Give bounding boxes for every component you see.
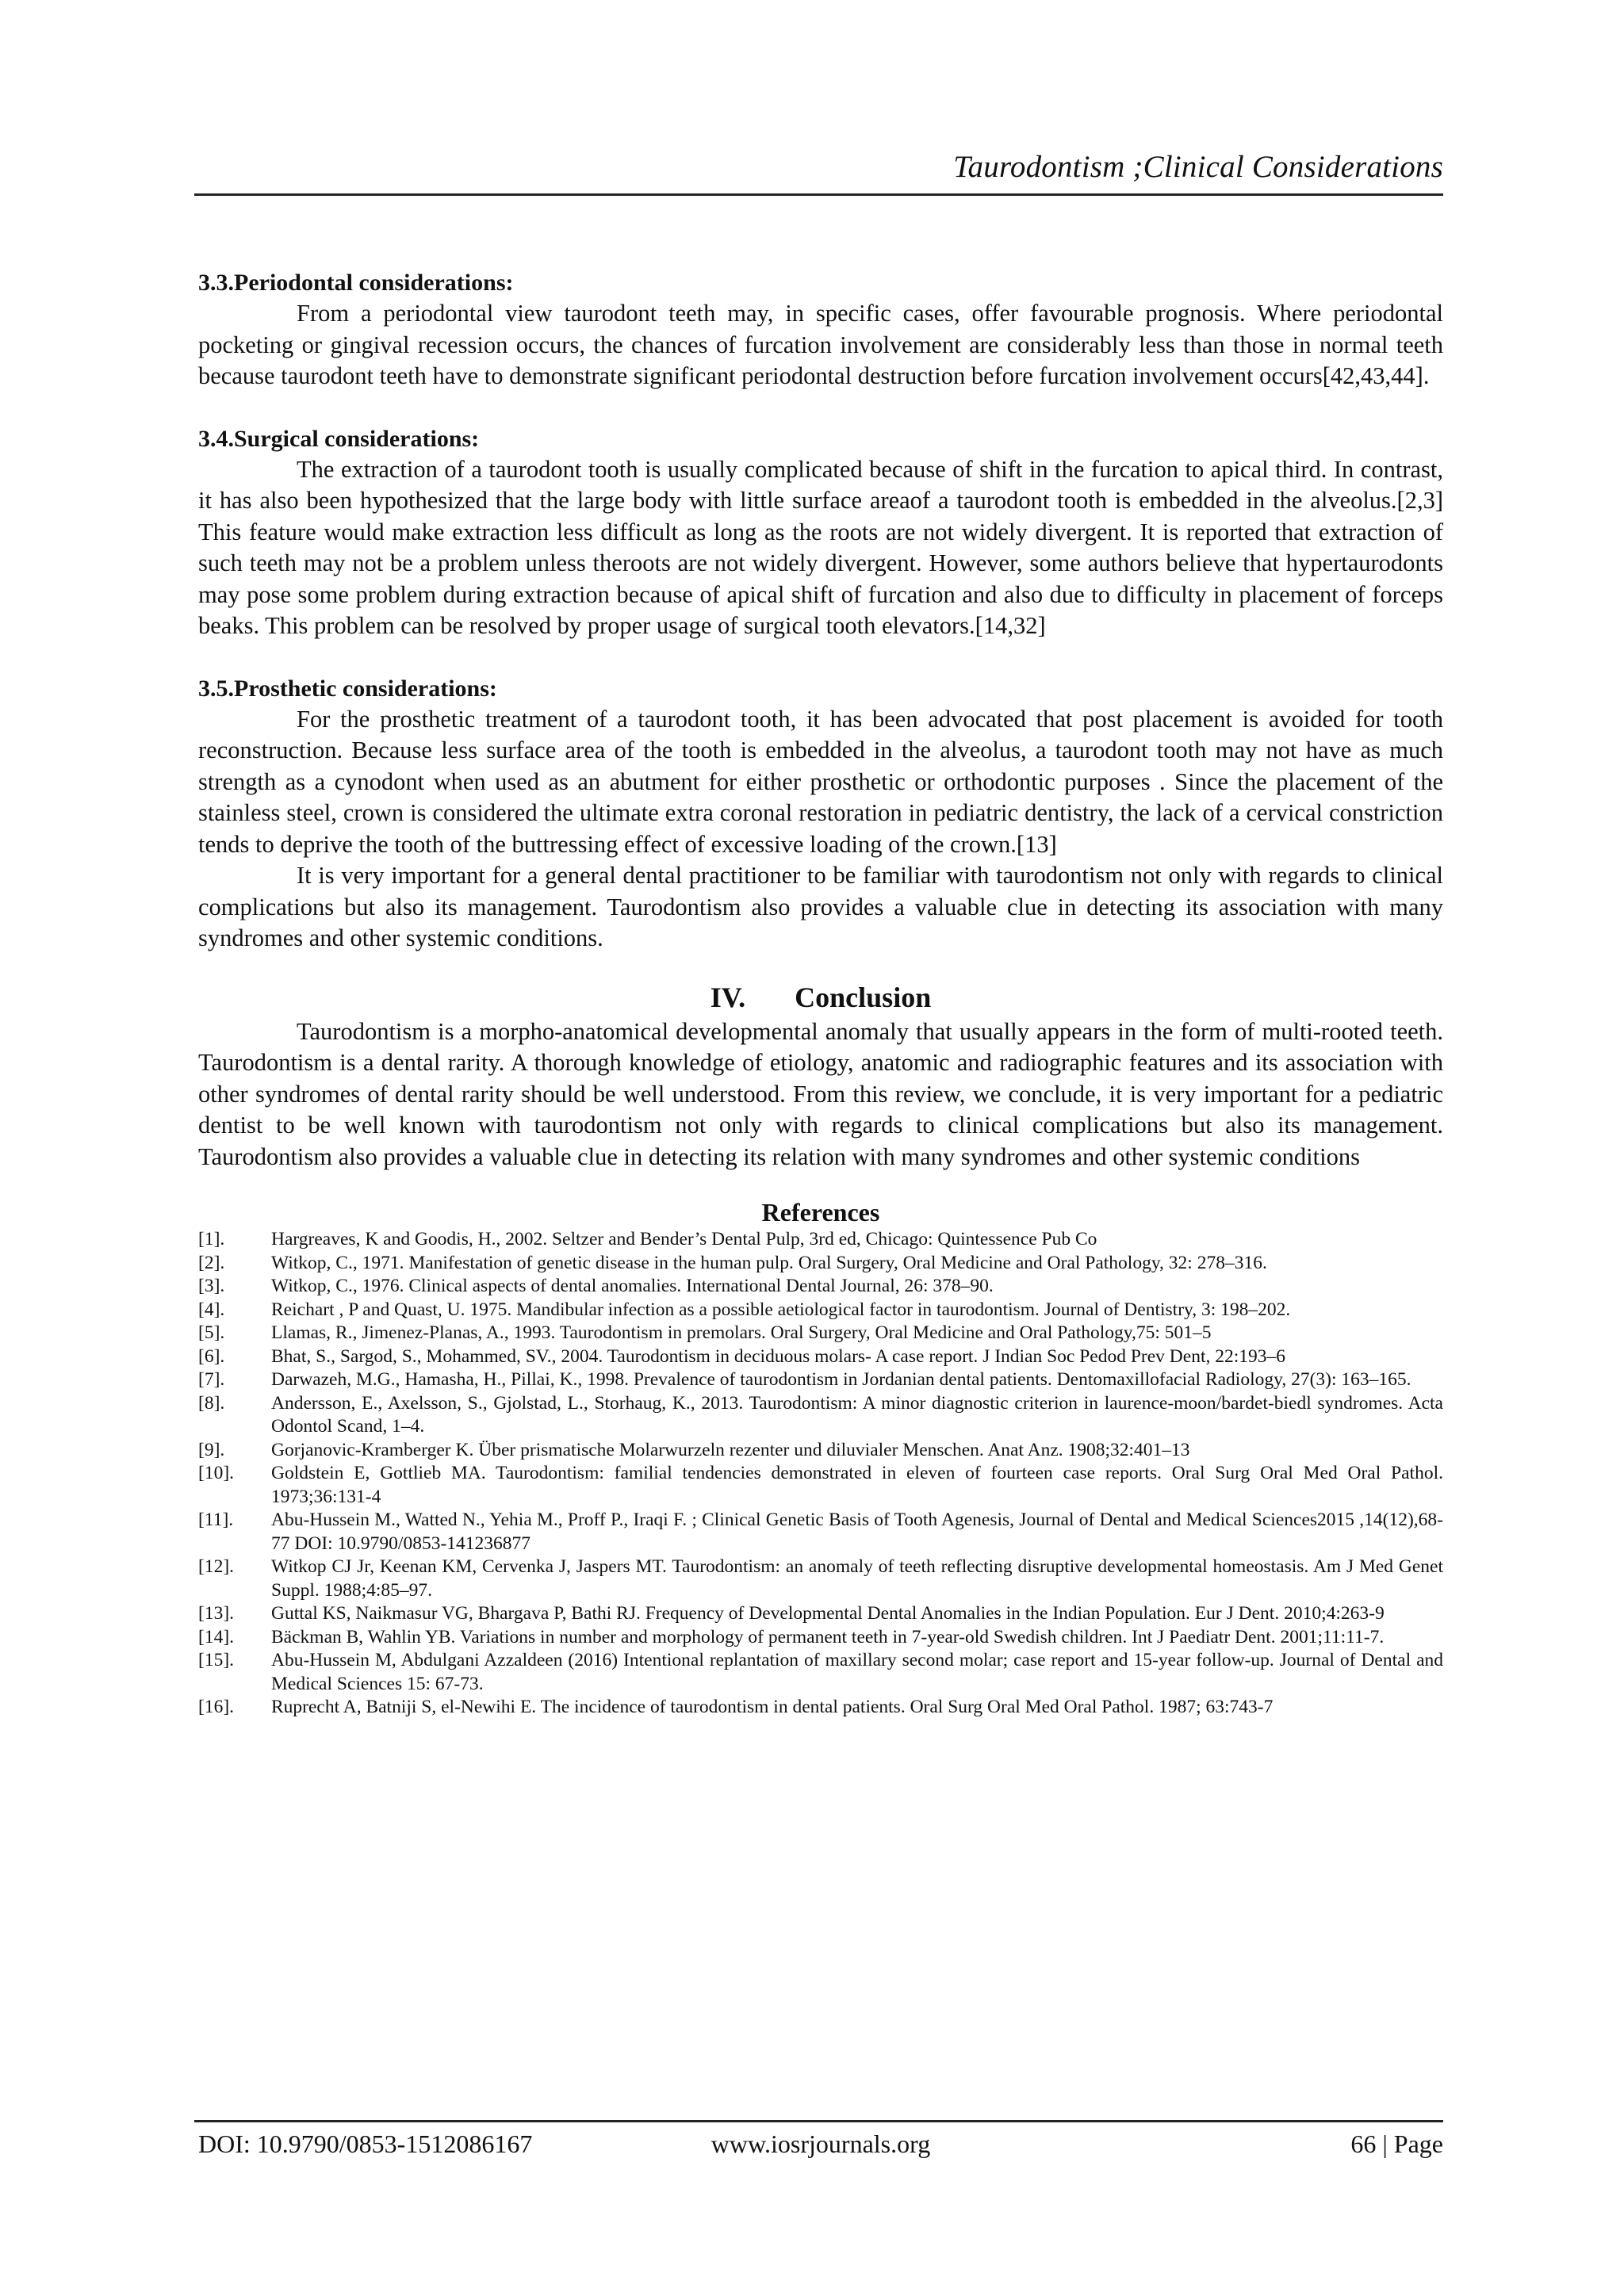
reference-text: Hargreaves, K and Goodis, H., 2002. Seltzer and Bender’s Dental Pulp, 3rd ed, Chicago: Quintessence Pub Co bbox=[271, 1229, 1097, 1249]
reference-text: Bhat, S., Sargod, S., Mohammed, SV., 2004. Taurodontism in deciduous molars- A case report. J Indian Soc Pedod Prev Dent, 22:193–6 bbox=[271, 1345, 1286, 1367]
conclusion-title: Conclusion bbox=[795, 981, 932, 1013]
reference-text: Witkop, C., 1971. Manifestation of genetic disease in the human pulp. Oral Surgery, Oral Medicine and Oral Pathology, 32: 278–316. bbox=[271, 1252, 1267, 1273]
running-header-title: Taurodontism ;Clinical Considerations bbox=[953, 150, 1443, 184]
reference-item bbox=[198, 1228, 1443, 1252]
reference-number: [10]. bbox=[198, 1463, 235, 1483]
reference-text: Bäckman B, Wahlin YB. Variations in number and morphology of permanent teeth in 7-year-old Swedish children. Int J Paediatr Dent. 2001;11:11-7. bbox=[271, 1626, 1385, 1647]
reference-number: [16]. bbox=[198, 1697, 235, 1717]
conclusion-heading bbox=[198, 978, 1443, 1016]
reference-text: Guttal KS, Naikmasur VG, Bhargava P, Bathi RJ. Frequency of Developmental Dental Anomalies in the Indian Population. Eur J Dent. 2010;4:263-9 bbox=[271, 1603, 1385, 1624]
paragraph: It is very important for a general dental practitioner to be familiar with taurodontism not only with regards to clinical complications but also its management. Taurodontism also provides a valuable clue in detecting its association with many syndromes and other systemic conditions. bbox=[198, 862, 1443, 951]
section-heading: 3.5.Prosthetic considerations: bbox=[198, 675, 497, 702]
reference-item bbox=[198, 1696, 1443, 1720]
section-prosthetic bbox=[198, 674, 1443, 955]
reference-item bbox=[198, 1322, 1443, 1345]
reference-number: [12]. bbox=[198, 1556, 235, 1577]
reference-item bbox=[198, 1462, 1443, 1509]
reference-text: Witkop CJ Jr, Keenan KM, Cervenka J, Jaspers MT. Taurodontism: an anomaly of teeth reflecting disruptive developmental homeostasis. Am J Med Genet Suppl. 1988;4:85–97. bbox=[271, 1556, 1443, 1601]
reference-number: [4]. bbox=[198, 1299, 225, 1320]
reference-number: [11]. bbox=[198, 1510, 234, 1530]
reference-item bbox=[198, 1509, 1443, 1556]
conclusion-number: IV. bbox=[710, 981, 746, 1013]
reference-text: Reichart , P and Quast, U. 1975. Mandibular infection as a possible aetiological factor in taurodontism. Journal of Dentistry, 3: 198–202. bbox=[271, 1299, 1291, 1320]
reference-list bbox=[198, 1228, 1443, 1720]
reference-text: Andersson, E., Axelsson, S., Gjolstad, L., Storhaug, K., 2013. Taurodontism: A minor diagnostic criterion in laurence-moon/bardet-biedl syndromes. Acta Odontol Scand, 1–4. bbox=[271, 1392, 1443, 1437]
footer-page-number: 66 | Page bbox=[1350, 2130, 1443, 2158]
reference-item bbox=[198, 1299, 1443, 1322]
references-heading: References bbox=[761, 1198, 880, 1226]
reference-number: [14]. bbox=[198, 1626, 235, 1647]
reference-text: Goldstein E, Gottlieb MA. Taurodontism: familial tendencies demonstrated in eleven of fourteen case reports. Oral Surg Oral Med Oral Pathol. 1973;36:131-4 bbox=[271, 1463, 1443, 1507]
reference-number: [1]. bbox=[198, 1229, 225, 1249]
footer-rule bbox=[194, 2120, 1443, 2122]
reference-text: Darwazeh, M.G., Hamasha, H., Pillai, K., 1998. Prevalence of taurodontism in Jordanian dental patients. Dentomaxillofacial Radiology, 27(3): 163–165. bbox=[271, 1369, 1411, 1390]
reference-number: [9]. bbox=[198, 1439, 225, 1460]
section-heading: 3.4.Surgical considerations: bbox=[198, 425, 480, 452]
reference-item bbox=[198, 1252, 1443, 1276]
reference-text: Abu-Hussein M, Abdulgani Azzaldeen (2016) Intentional replantation of maxillary second molar; case report and 15-year follow-up. Journal of Dental and Medical Sciences 15: 67-73. bbox=[271, 1650, 1443, 1694]
reference-item bbox=[198, 1602, 1443, 1626]
reference-text: Gorjanovic-Kramberger K. Über prismatische Molarwurzeln rezenter und diluvialer Menschen. Anat Anz. 1908;32:401–13 bbox=[271, 1439, 1190, 1460]
reference-item bbox=[198, 1649, 1443, 1696]
section-periodontal bbox=[198, 268, 1443, 392]
reference-text: Ruprecht A, Batniji S, el-Newihi E. The incidence of taurodontism in dental patients. Oral Surg Oral Med Oral Pathol. 1987; 63:743-7 bbox=[271, 1697, 1274, 1717]
reference-number: [5]. bbox=[198, 1322, 225, 1343]
reference-text: Llamas, R., Jimenez-Planas, A., 1993. Taurodontism in premolars. Oral Surgery, Oral Medicine and Oral Pathology,75: 501–5 bbox=[271, 1322, 1212, 1343]
reference-item bbox=[198, 1368, 1443, 1392]
paragraph: From a periodontal view taurodont teeth may, in specific cases, offer favourable prognosis. Where periodontal pocketing or gingival recession occurs, the chances of furcation involvement are considerably less than those in normal teeth because taurodont teeth have to demonstrate significant periodontal destruction before furcation involvement occurs[42,43,44]. bbox=[198, 300, 1443, 389]
reference-number: [3]. bbox=[198, 1276, 225, 1296]
reference-number: [2]. bbox=[198, 1252, 225, 1273]
section-surgical bbox=[198, 424, 1443, 642]
paragraph: For the prosthetic treatment of a taurodont tooth, it has been advocated that post placement is avoided for tooth reconstruction. Because less surface area of the tooth is embedded in the alveolus, a taurodont tooth may not have as much strength as a cynodont when used as an abutment for either prosthetic or orthodontic purposes . Since the placement of the stainless steel, crown is considered the ultimate extra coronal restoration in pediatric dentistry, the lack of a cervical constriction tends to deprive the tooth of the buttressing effect of excessive loading of the crown.[13] bbox=[198, 705, 1443, 858]
reference-item bbox=[198, 1439, 1443, 1463]
paragraph: The extraction of a taurodont tooth is usually complicated because of shift in the furcation to apical third. In contrast, it has also been hypothesized that the large body with little surface areaof a taurodont tooth is embedded in the alveolus.[2,3] This feature would make extraction less difficult as long as the roots are not widely divergent. It is reported that extraction of such teeth may not be a problem unless theroots are not widely divergent. However, some authors believe that hypertaurodonts may pose some problem during extraction because of apical shift of furcation and also due to difficulty in placement of forceps beaks. This problem can be resolved by proper usage of surgical tooth elevators.[14,32] bbox=[198, 455, 1443, 639]
page-body bbox=[198, 268, 1443, 1720]
reference-text: Abu-Hussein M., Watted N., Yehia M., Proff P., Iraqi F. ; Clinical Genetic Basis of Tooth Agenesis, Journal of Dental and Medical Sciences2015 ,14(12),68-77 DOI: 10.9790/0853-141236877 bbox=[271, 1510, 1443, 1554]
reference-number: [7]. bbox=[198, 1369, 225, 1390]
reference-number: [13]. bbox=[198, 1603, 235, 1624]
reference-number: [6]. bbox=[198, 1345, 225, 1367]
reference-item bbox=[198, 1345, 1443, 1369]
page-footer bbox=[198, 2130, 1443, 2164]
section-conclusion bbox=[198, 978, 1443, 1173]
reference-number: [15]. bbox=[198, 1650, 235, 1670]
footer-doi: DOI: 10.9790/0853-1512086167 bbox=[198, 2130, 533, 2158]
paragraph: Taurodontism is a morpho-anatomical developmental anomaly that usually appears in the form of multi-rooted teeth. Taurodontism is a dental rarity. A thorough knowledge of etiology, anatomic and radiographic features and its association with other syndromes of dental rarity should be well understood. From this review, we conclude, it is very important for a pediatric dentist to be well known with taurodontism not only with regards to clinical complications but also its management. Taurodontism also provides a valuable clue in detecting its relation with many syndromes and other systemic conditions bbox=[198, 1017, 1443, 1170]
reference-item bbox=[198, 1556, 1443, 1602]
reference-item bbox=[198, 1275, 1443, 1299]
reference-number: [8]. bbox=[198, 1392, 225, 1414]
footer-website-link[interactable]: www.iosrjournals.org bbox=[710, 2130, 931, 2158]
section-heading: 3.3.Periodontal considerations: bbox=[198, 270, 514, 296]
reference-item bbox=[198, 1626, 1443, 1650]
reference-item bbox=[198, 1392, 1443, 1439]
references-section bbox=[198, 1196, 1443, 1720]
reference-text: Witkop, C., 1976. Clinical aspects of dental anomalies. International Dental Journal, 26: 378–90. bbox=[271, 1276, 994, 1296]
header-rule bbox=[194, 193, 1443, 196]
